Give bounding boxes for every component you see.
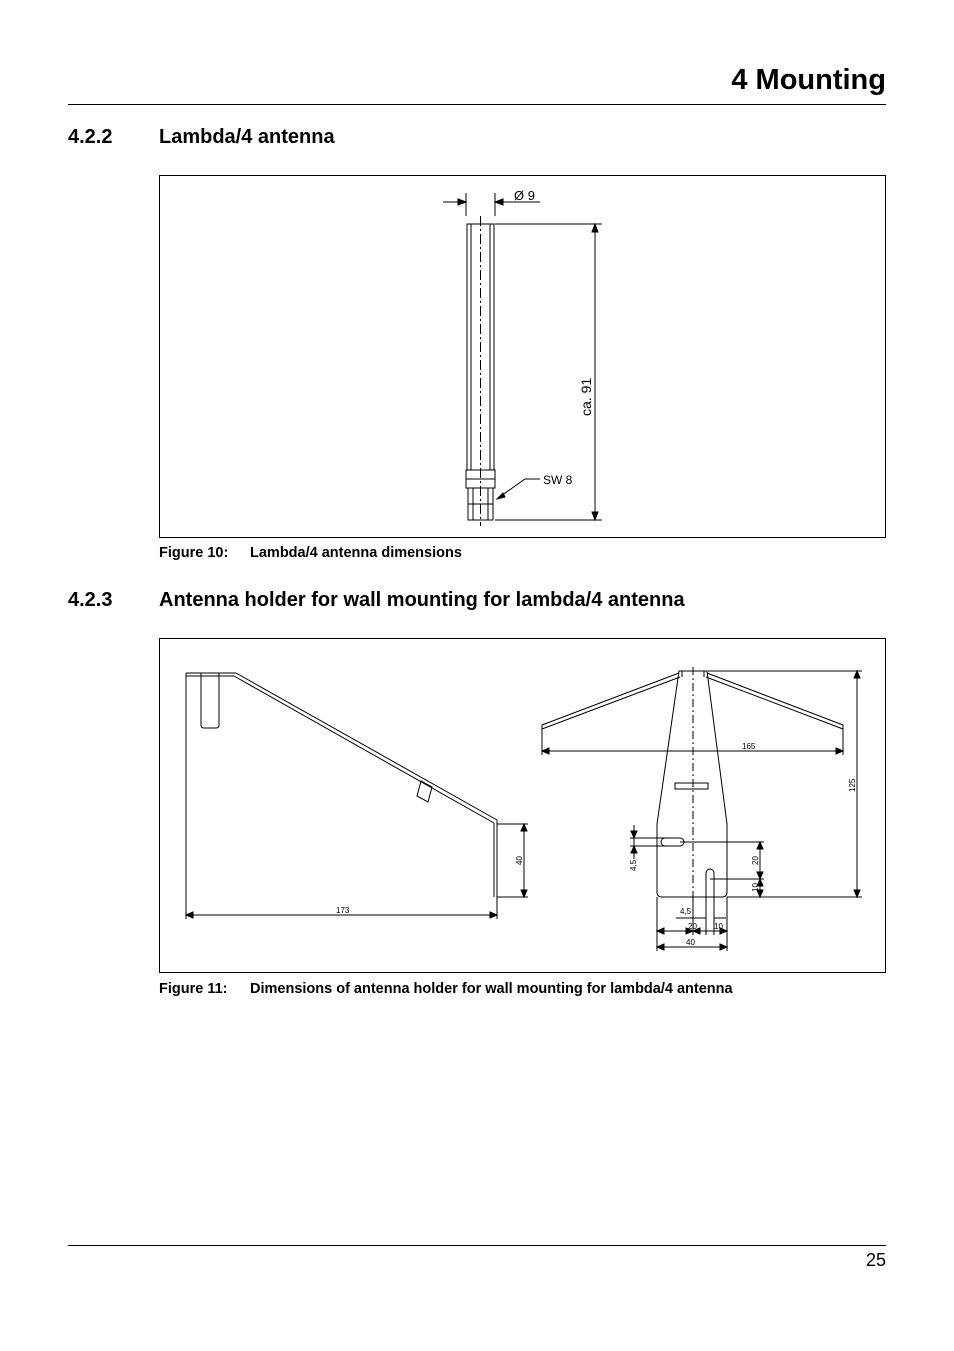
dim-10-right: 10 (751, 883, 760, 892)
footer-rule (68, 1245, 886, 1246)
length-label: ca. 91 (578, 377, 594, 416)
figure-caption-text: Dimensions of antenna holder for wall mounting for lambda/4 antenna (250, 981, 733, 997)
diameter-label: Ø 9 (514, 188, 535, 203)
dim-10-bottom: 10 (714, 922, 723, 931)
figure-10-antenna-drawing (159, 175, 886, 538)
figure-caption-text: Lambda/4 antenna dimensions (250, 545, 462, 561)
dim-173: 173 (336, 906, 350, 915)
dim-40-bottom: 40 (686, 938, 695, 947)
figure-label: Figure 11: (159, 981, 228, 997)
figure-11-holder-drawing (159, 638, 886, 973)
figure-10-caption (159, 545, 462, 561)
section-title: Lambda/4 antenna (159, 126, 335, 148)
dim-40-left: 40 (515, 856, 524, 865)
section-title: Antenna holder for wall mounting for lambda/4 antenna (159, 589, 685, 611)
header-rule (68, 104, 886, 105)
dim-165: 165 (742, 742, 756, 751)
wrench-size-label: SW 8 (543, 473, 573, 487)
page-number: 25 (865, 1250, 886, 1270)
section-heading-4-2-2 (68, 126, 335, 149)
section-number: 4.2.2 (68, 126, 113, 148)
figure-11-caption (159, 981, 733, 997)
section-heading-4-2-3 (68, 589, 685, 612)
figure-label: Figure 10: (159, 545, 229, 561)
dim-4-5-left: 4,5 (629, 859, 638, 871)
chapter-title: 4 Mounting (731, 64, 886, 96)
dim-20-right: 20 (751, 856, 760, 865)
dim-4-5-bottom: 4,5 (680, 907, 692, 916)
section-number: 4.2.3 (68, 589, 113, 611)
dim-125: 125 (848, 778, 857, 792)
dim-20-bottom: 20 (688, 922, 697, 931)
